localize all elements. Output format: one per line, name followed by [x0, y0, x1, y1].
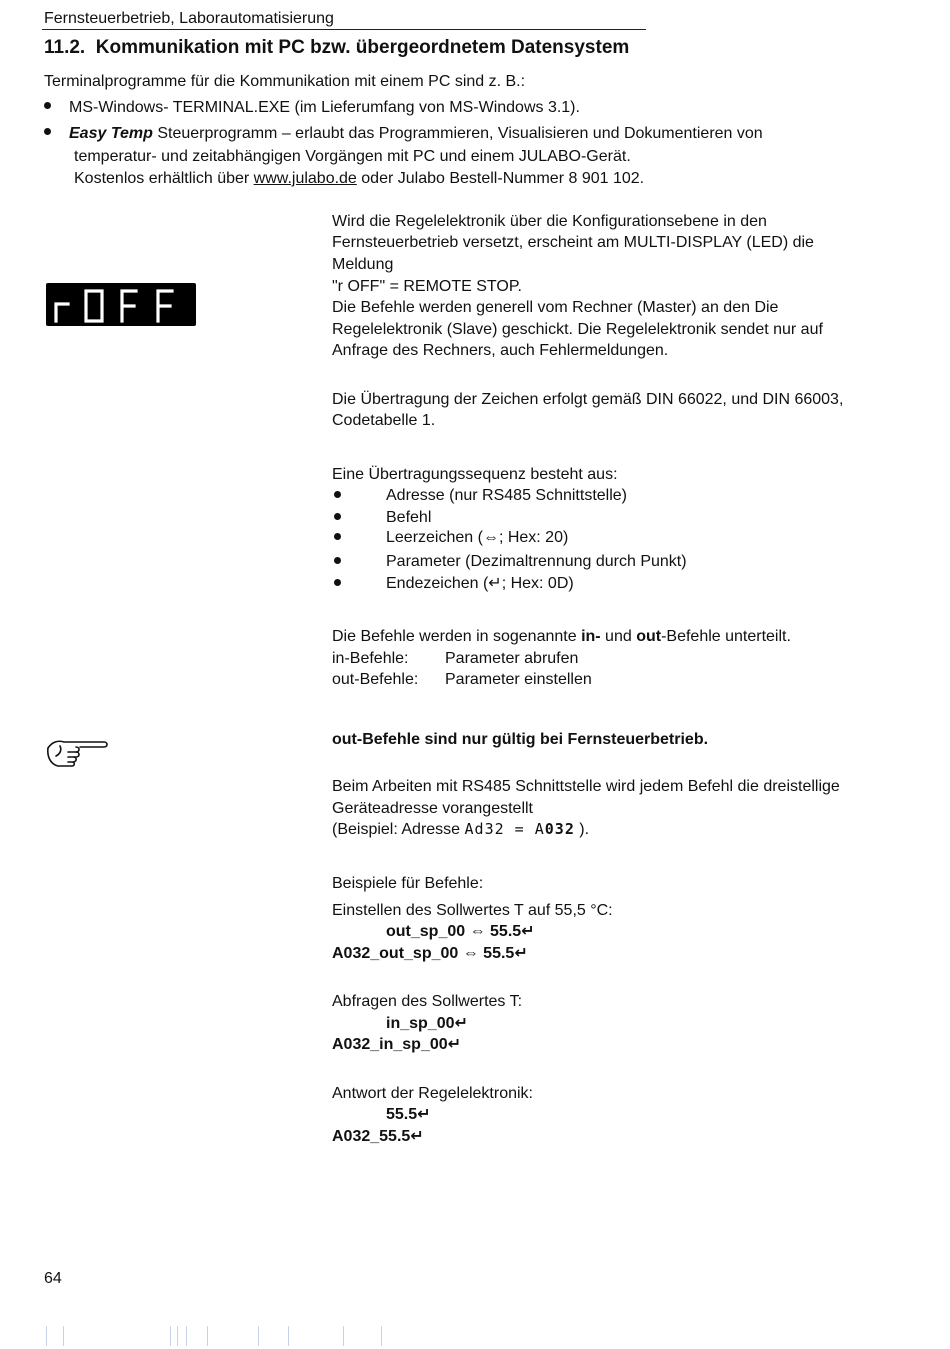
example-command: A032_in_sp_00↵: [332, 1036, 462, 1053]
bullet-icon: [334, 533, 341, 540]
text-bold: out: [636, 628, 662, 645]
section-heading: [44, 36, 629, 60]
example-command: out_sp_00 ⇔ 55.5↵: [386, 923, 535, 940]
bullet-icon: [334, 491, 341, 498]
section-title: Kommunikation mit PC bzw. übergeordnetem Datensystem: [95, 37, 630, 58]
bullet-icon: [334, 513, 341, 520]
para1-line: Anfrage des Rechners, auch Fehlermeldungen.: [332, 342, 669, 359]
text: und: [600, 628, 637, 645]
example-query-title: Abfragen des Sollwertes T:: [332, 993, 523, 1010]
display-code: Ad32 = A: [464, 820, 545, 838]
julabo-link[interactable]: www.julabo.de: [253, 170, 357, 187]
example-set-title: Einstellen des Sollwertes T auf 55,5 °C:: [332, 902, 613, 919]
para1-line: Die Befehle werden generell vom Rechner (Master) an den Die: [332, 299, 779, 316]
intro-text: Terminalprogramme für die Kommunikation mit einem PC sind z. B.:: [44, 73, 526, 90]
bullet-icon: [44, 102, 51, 109]
pointing-hand-icon: [46, 736, 110, 770]
list-item-continuation: [74, 168, 644, 189]
para1-line: Wird die Regelelektronik über die Konfigurationsebene in den: [332, 213, 767, 230]
sequence-item: Adresse (nur RS485 Schnittstelle): [386, 487, 627, 504]
product-name: Easy Temp: [69, 125, 153, 142]
scan-artifact: [207, 1326, 208, 1346]
example-answer: 55.5↵: [386, 1106, 431, 1123]
out-commands-desc: Parameter einstellen: [445, 671, 592, 688]
rs485-line: Beim Arbeiten mit RS485 Schnittstelle wird jedem Befehl die dreistellige: [332, 778, 840, 795]
commands-intro: [332, 626, 791, 647]
list-item-text: Steuerprogramm – erlaubt das Programmieren, Visualisieren und Dokumentieren von: [152, 125, 763, 142]
sequence-item: Parameter (Dezimaltrennung durch Punkt): [386, 553, 687, 570]
display-code-bold: 032: [544, 820, 575, 838]
text: (Beispiel: Adresse: [332, 821, 465, 838]
scan-artifact: [63, 1326, 64, 1346]
para1-line: "r OFF" = REMOTE STOP.: [332, 278, 522, 295]
led-roff-icon: [46, 283, 196, 326]
para1-line: Meldung: [332, 256, 394, 273]
out-commands-label: out-Befehle:: [332, 671, 419, 688]
sequence-item: Endezeichen (↵; Hex: 0D): [386, 575, 574, 592]
list-item: MS-Windows- TERMINAL.EXE (im Lieferumfang von MS-Windows 3.1).: [69, 99, 580, 116]
para1-line: Regelelektronik (Slave) geschickt. Die Regelelektronik sendet nur auf: [332, 321, 823, 338]
example-answer-title: Antwort der Regelelektronik:: [332, 1085, 533, 1102]
bullet-icon: [334, 579, 341, 586]
header-rule: [42, 29, 646, 30]
scan-artifact: [177, 1326, 178, 1346]
sequence-intro: Eine Übertragungssequenz besteht aus:: [332, 466, 618, 483]
text: oder Julabo Bestell-Nummer 8 901 102.: [356, 170, 645, 187]
example-answer: A032_55.5↵: [332, 1128, 424, 1145]
list-item: [69, 123, 763, 144]
bullet-icon: [44, 128, 51, 135]
page-number: 64: [44, 1270, 62, 1287]
scan-artifact: [343, 1326, 344, 1346]
text-bold: in-: [581, 628, 601, 645]
led-display: [46, 283, 196, 326]
bullet-icon: [334, 557, 341, 564]
scan-artifact: [170, 1326, 171, 1346]
sequence-item: Leerzeichen (⇔; Hex: 20): [386, 529, 569, 546]
example-command: in_sp_00↵: [386, 1015, 468, 1032]
text: -Befehle unterteilt.: [661, 628, 791, 645]
text: Kostenlos erhältlich über: [74, 170, 254, 187]
rs485-example: [332, 819, 589, 840]
text: ).: [574, 821, 590, 838]
sequence-item: Befehl: [386, 509, 432, 526]
scan-artifact: [381, 1326, 382, 1346]
para2-line: Codetabelle 1.: [332, 412, 436, 429]
text: Die Befehle werden in sogenannte: [332, 628, 582, 645]
section-number: 11.2.: [44, 37, 86, 58]
examples-title: Beispiele für Befehle:: [332, 875, 484, 892]
in-commands-desc: Parameter abrufen: [445, 650, 579, 667]
note-text: out-Befehle sind nur gültig bei Fernsteuerbetrieb.: [332, 731, 709, 748]
rs485-line: Geräteadresse vorangestellt: [332, 800, 533, 817]
example-command: A032_out_sp_00 ⇔ 55.5↵: [332, 945, 528, 962]
scan-artifact: [258, 1326, 259, 1346]
scan-artifact: [46, 1326, 47, 1346]
scan-artifact: [186, 1326, 187, 1346]
scan-artifact: [288, 1326, 289, 1346]
running-header: Fernsteuerbetrieb, Laborautomatisierung: [44, 10, 334, 27]
para1-line: Fernsteuerbetrieb versetzt, erscheint am MULTI-DISPLAY (LED) die: [332, 234, 814, 251]
list-item-continuation: temperatur- und zeitabhängigen Vorgängen mit PC und einem JULABO-Gerät.: [74, 148, 631, 165]
para2-line: Die Übertragung der Zeichen erfolgt gemäß DIN 66022, und DIN 66003,: [332, 391, 844, 408]
in-commands-label: in-Befehle:: [332, 650, 409, 667]
